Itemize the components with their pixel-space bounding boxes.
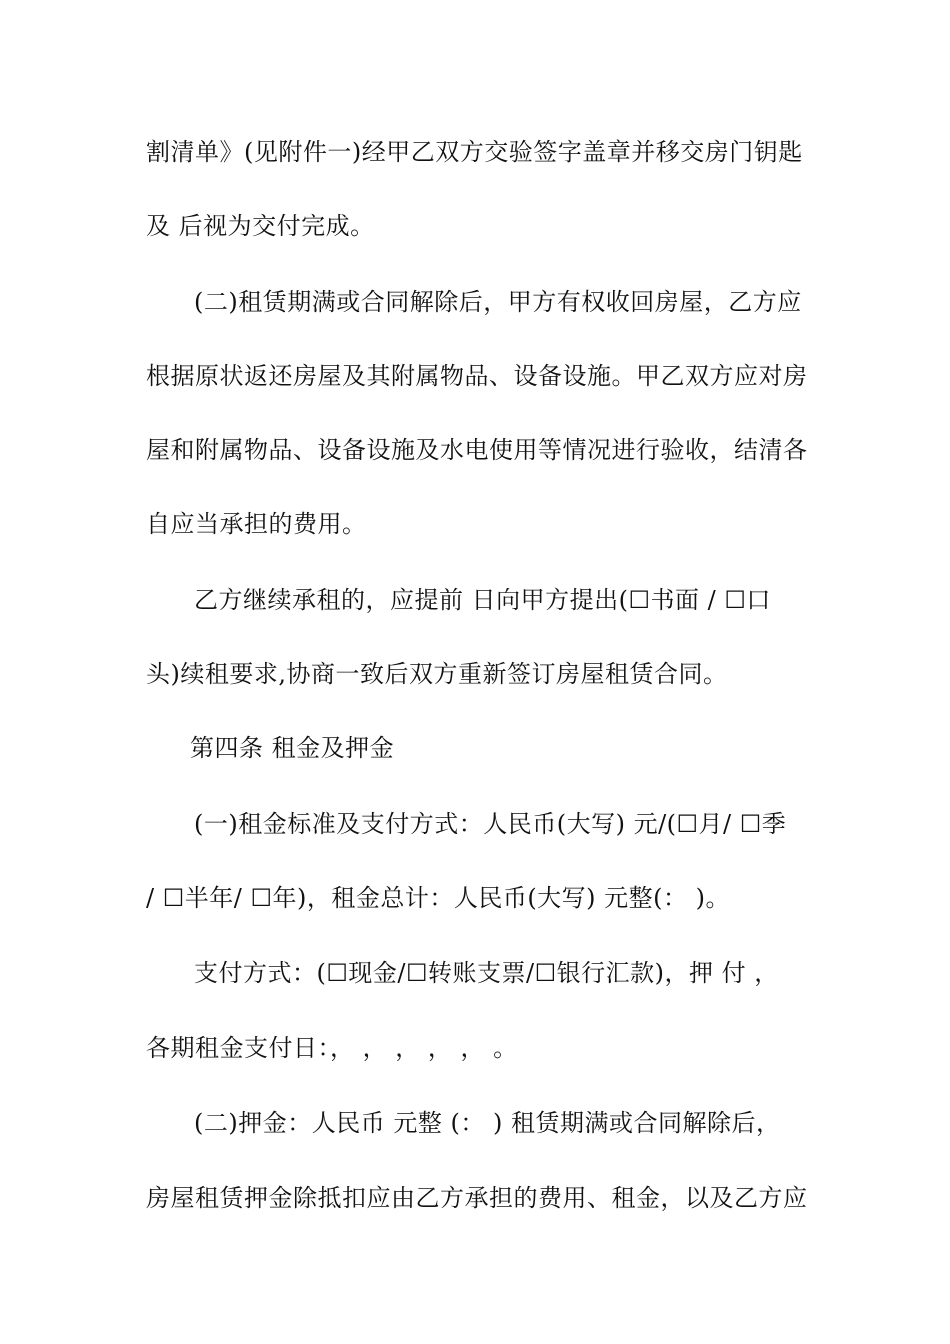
- text-line-3: (二)租赁期满或合同解除后，甲方有权收回房屋，乙方应: [194, 288, 802, 316]
- text-line-1: 割清单》(见附件一)经甲乙双方交验签字盖章并移交房门钥匙: [146, 138, 803, 166]
- text-line-14: (二)押金：人民币 元整 (： ) 租赁期满或合同解除后，: [194, 1109, 781, 1137]
- text-line-7: 乙方继续承租的，应提前 日向甲方提出(☐书面 / ☐口: [194, 586, 771, 614]
- text-line-11: / ☐半年/ ☐年)，租金总计：人民币(大写) 元整(： )。: [146, 884, 731, 912]
- text-line-6: 自应当承担的费用。: [146, 510, 367, 538]
- text-line-15: 房屋租赁押金除抵扣应由乙方承担的费用、租金，以及乙方应: [146, 1184, 808, 1212]
- text-line-5: 屋和附属物品、设备设施及水电使用等情况进行验收，结清各: [146, 436, 808, 464]
- text-line-10: (一)租金标准及支付方式：人民币(大写) 元/(☐月/ ☐季: [194, 810, 787, 838]
- section-heading: 第四条 租金及押金: [190, 734, 395, 762]
- text-line-2: 及 后视为交付完成。: [146, 212, 375, 240]
- text-line-8: 头)续租要求,协商一致后双方重新签订房屋租赁合同。: [146, 660, 728, 688]
- text-line-13: 各期租金支付日：， ， ， ， ， 。: [146, 1034, 518, 1062]
- text-line-12: 支付方式：(☐现金/☐转账支票/☐银行汇款)，押 付 ，: [194, 959, 779, 987]
- text-line-4: 根据原状返还房屋及其附属物品、设备设施。甲乙双方应对房: [146, 362, 808, 390]
